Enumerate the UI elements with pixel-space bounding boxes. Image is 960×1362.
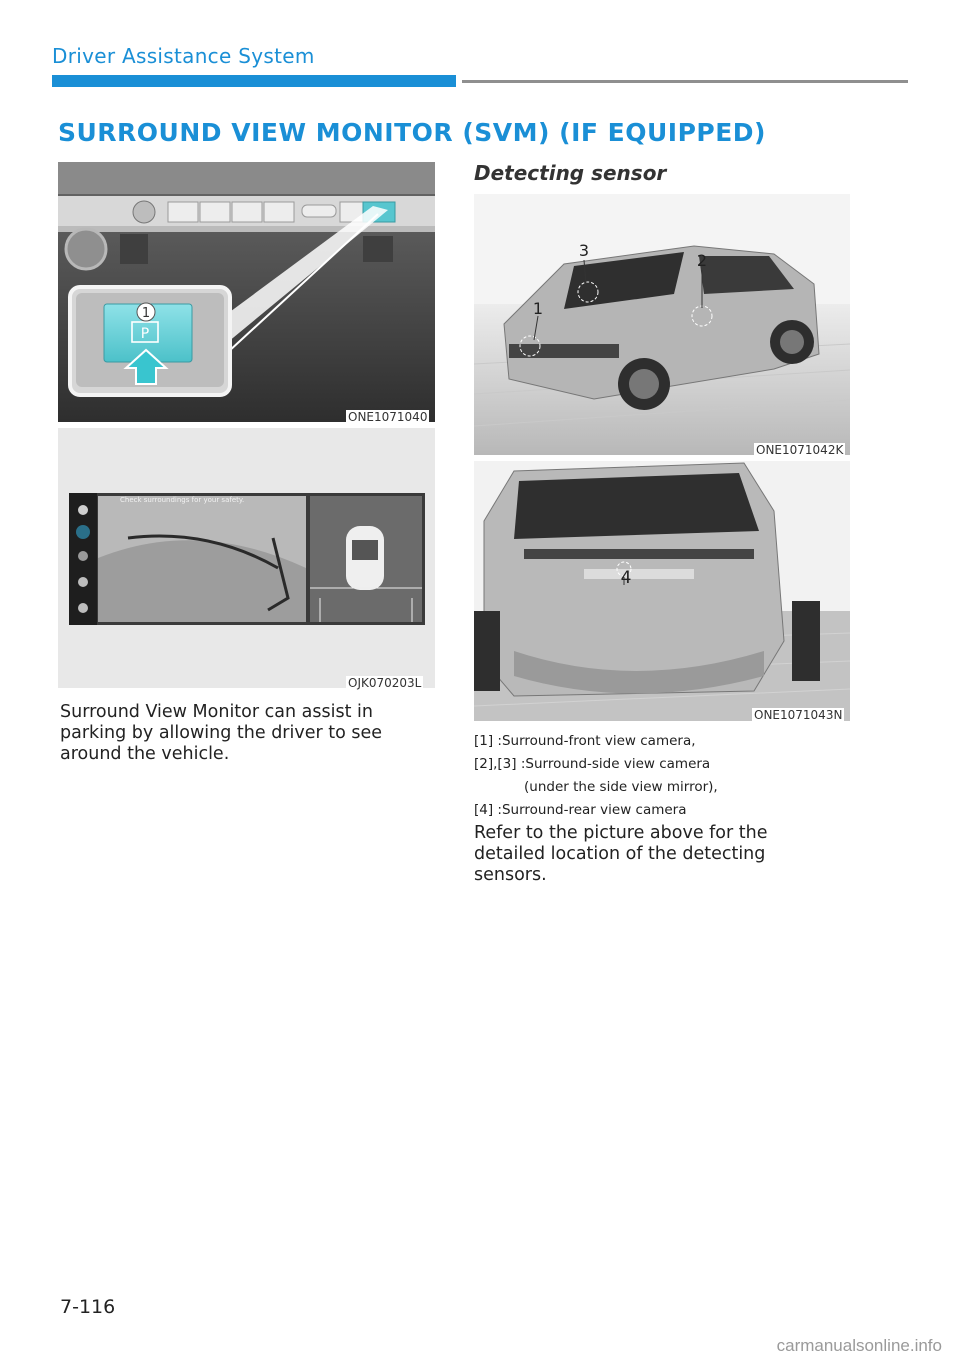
header-rule-accent [52, 75, 456, 87]
dashboard-illustration [58, 162, 435, 422]
section-title: Driver Assistance System [52, 44, 315, 68]
front-camera-figure [474, 194, 850, 455]
legend-item: [2],[3] :Surround-side view camera [474, 756, 711, 772]
screen-banner: Check surroundings for your safety. [120, 496, 245, 504]
vehicle-rear-illustration [474, 461, 850, 721]
detecting-sensor-title: Detecting sensor [474, 161, 667, 185]
header-rule [462, 80, 908, 83]
sensor-location-note: Refer to the picture above for the detailed location of the detecting sensors. [474, 823, 768, 885]
page-title: SURROUND VIEW MONITOR (SVM) (IF EQUIPPED) [58, 118, 766, 147]
svm-screen-illustration [58, 428, 435, 688]
figure-code: ONE1071043N [754, 708, 843, 722]
legend-item: [1] :Surround-front view camera, [474, 733, 696, 749]
svm-description: Surround View Monitor can assist in parking by allowing the driver to see around the vehicle. [60, 702, 383, 764]
figure-code: ONE1071042K [756, 443, 844, 457]
rear-camera-figure [474, 461, 850, 721]
callout-1: 1 [141, 306, 151, 321]
page-number: 7-116 [60, 1296, 116, 1318]
sensor-legend [474, 730, 914, 822]
vehicle-front-illustration [474, 194, 850, 455]
legend-item: [4] :Surround-rear view camera [474, 802, 687, 818]
figure-code: ONE1071040 [348, 410, 428, 424]
legend-item: (under the side view mirror), [524, 779, 718, 795]
callout-4: 4 [620, 568, 632, 588]
parking-glyph: P [140, 326, 150, 342]
watermark[interactable]: carmanualsonline.info [776, 1336, 942, 1355]
figure-code: OJK070203L [348, 676, 422, 690]
svm-button-figure [58, 162, 435, 422]
callout-3: 3 [578, 241, 590, 260]
svm-screen-figure [58, 428, 435, 688]
callout-1: 1 [532, 299, 544, 318]
callout-2: 2 [696, 251, 708, 270]
